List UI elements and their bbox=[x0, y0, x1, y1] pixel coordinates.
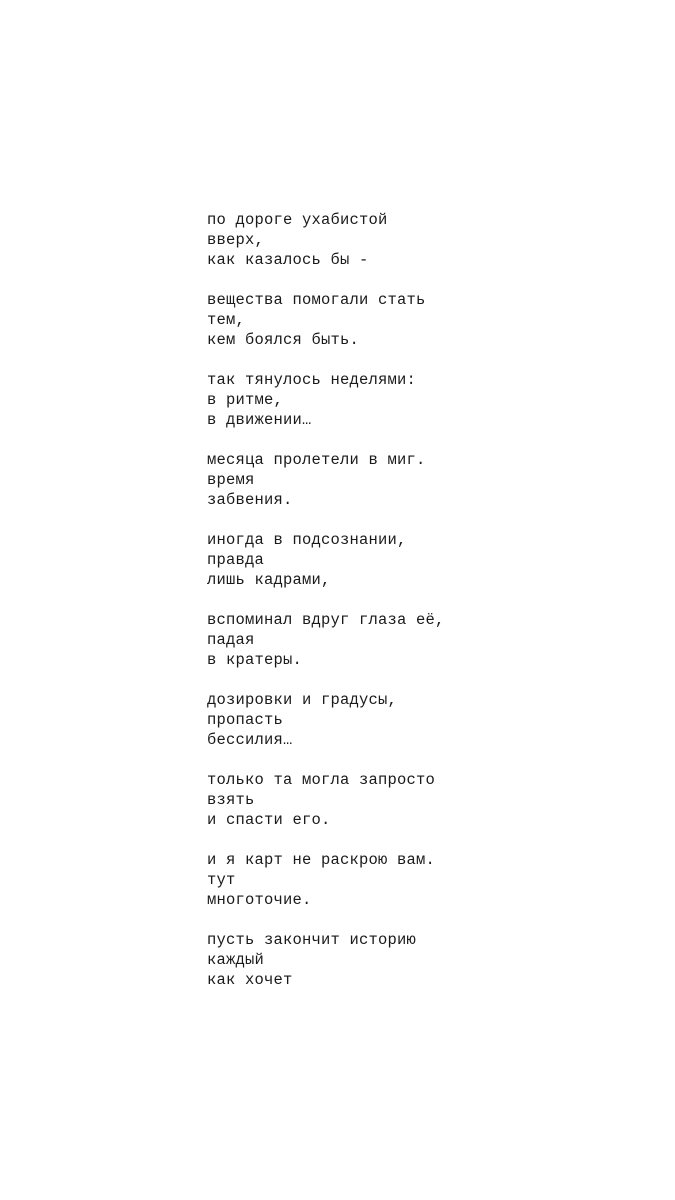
poem-line: вспоминал вдруг глаза её, bbox=[207, 611, 445, 629]
poem-line: пропасть bbox=[207, 711, 284, 729]
poem-line: многоточие. bbox=[207, 891, 312, 909]
poem-line: иногда в подсознании, bbox=[207, 531, 407, 549]
poem-line: так тянулось неделями: bbox=[207, 371, 417, 389]
poem-line: только та могла запросто bbox=[207, 771, 436, 789]
poem-line: взять bbox=[207, 791, 255, 809]
stanza bbox=[207, 690, 647, 750]
poem-line: тем, bbox=[207, 311, 246, 329]
poem-line: время bbox=[207, 471, 255, 489]
poem-line: падая bbox=[207, 631, 255, 649]
poem-line: вещества помогали стать bbox=[207, 291, 426, 309]
poem-line: и спасти его. bbox=[207, 811, 331, 829]
poem-line: по дороге ухабистой bbox=[207, 211, 388, 229]
poem-line: каждый bbox=[207, 951, 265, 969]
poem-line: в кратеры. bbox=[207, 651, 303, 669]
poem-line: лишь кадрами, bbox=[207, 571, 331, 589]
poem-line: тут bbox=[207, 871, 236, 889]
poem-line: забвения. bbox=[207, 491, 293, 509]
stanza bbox=[207, 770, 647, 830]
poem-line: месяца пролетели в миг. bbox=[207, 451, 426, 469]
poem-line: в движении… bbox=[207, 411, 312, 429]
poem-line: правда bbox=[207, 551, 265, 569]
stanza bbox=[207, 370, 647, 430]
poem-body bbox=[207, 210, 647, 1010]
stanza bbox=[207, 210, 647, 270]
poem-line: дозировки и градусы, bbox=[207, 691, 398, 709]
stanza bbox=[207, 290, 647, 350]
poem-line: вверх, bbox=[207, 231, 265, 249]
stanza bbox=[207, 850, 647, 910]
poem-line: как хочет bbox=[207, 971, 293, 989]
stanza bbox=[207, 930, 647, 990]
stanza bbox=[207, 530, 647, 590]
poem-line: кем боялся быть. bbox=[207, 331, 360, 349]
stanza bbox=[207, 450, 647, 510]
poem-line: как казалось бы - bbox=[207, 251, 369, 269]
poem-line: бессилия… bbox=[207, 731, 293, 749]
poem-line: пусть закончит историю bbox=[207, 931, 417, 949]
poem-line: в ритме, bbox=[207, 391, 284, 409]
stanza bbox=[207, 610, 647, 670]
poem-line: и я карт не раскрою вам. bbox=[207, 851, 436, 869]
